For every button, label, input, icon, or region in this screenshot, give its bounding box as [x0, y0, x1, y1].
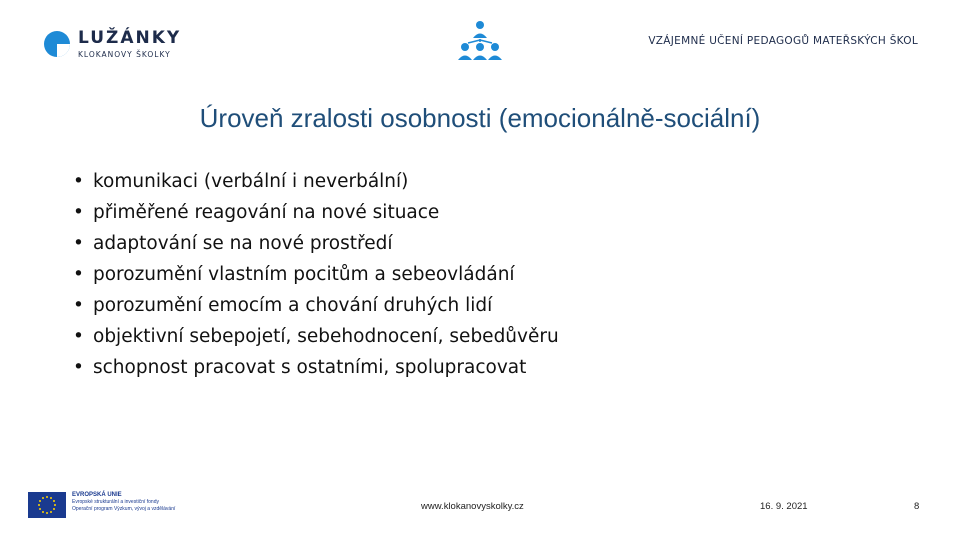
page-number: 8: [914, 501, 920, 512]
bullet-icon: •: [73, 357, 84, 378]
bullet-list: [73, 170, 559, 387]
slide-title: Úroveň zralosti osobnosti (emocionálně-sociální): [199, 103, 761, 133]
bullet-icon: •: [73, 264, 84, 285]
luzanky-logo: [40, 24, 180, 64]
list-item: [73, 294, 559, 325]
eu-flag-icon: [28, 492, 66, 518]
eu-logo: [28, 490, 188, 522]
bullet-icon: •: [73, 295, 84, 316]
list-item: [73, 201, 559, 232]
bullet-text: adaptování se na nové prostředí: [93, 233, 393, 254]
eu-line-1: Evropské strukturální a investiční fondy: [72, 499, 159, 505]
people-network-icon: [458, 20, 502, 62]
bullet-text: komunikaci (verbální i neverbální): [93, 171, 409, 192]
project-title: VZÁJEMNÉ UČENÍ PEDAGOGŮ MATEŘSKÝCH ŠKOL: [648, 35, 918, 47]
eu-line-2: Operační program Výzkum, vývoj a vzdělávání: [72, 506, 176, 512]
bullet-text: objektivní sebepojetí, sebehodnocení, sebedůvěru: [93, 326, 559, 347]
brand-subtitle: KLOKANOVY ŠKOLKY: [78, 50, 171, 59]
bullet-text: přiměřené reagování na nové situace: [93, 202, 440, 223]
bullet-text: porozumění emocím a chování druhých lidí: [93, 295, 493, 316]
eu-title: EVROPSKÁ UNIE: [72, 492, 122, 498]
list-item: [73, 356, 559, 387]
footer-url: www.klokanovyskolky.cz: [421, 501, 524, 512]
eu-text: [72, 492, 175, 513]
brand-name: LUŽÁNKY: [78, 28, 182, 48]
bullet-icon: •: [73, 171, 84, 192]
bullet-icon: •: [73, 326, 84, 347]
bullet-icon: •: [73, 202, 84, 223]
bullet-text: schopnost pracovat s ostatními, spolupracovat: [93, 357, 527, 378]
list-item: [73, 325, 559, 356]
list-item: [73, 263, 559, 294]
footer-date: 16. 9. 2021: [760, 501, 808, 512]
bullet-icon: •: [73, 233, 84, 254]
list-item: [73, 232, 559, 263]
list-item: [73, 170, 559, 201]
luzanky-logo-icon: [43, 30, 71, 58]
bullet-text: porozumění vlastním pocitům a sebeovládání: [93, 264, 515, 285]
